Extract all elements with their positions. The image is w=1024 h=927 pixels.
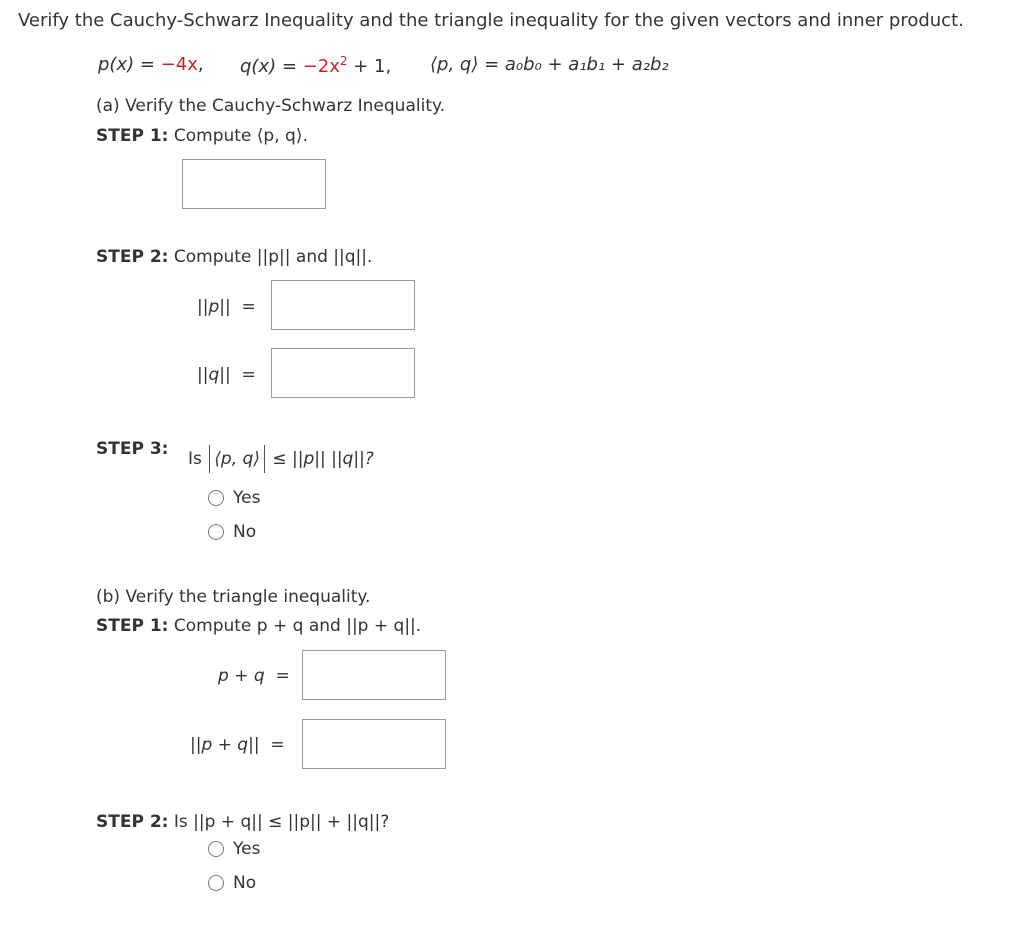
option-label: Yes bbox=[233, 488, 261, 508]
equals: = bbox=[270, 735, 285, 755]
cs-option-yes[interactable] bbox=[208, 488, 260, 508]
step-label: STEP 1: bbox=[96, 616, 169, 636]
inner-product-lhs: ⟨p, q⟩ bbox=[430, 54, 479, 75]
part-a-step3-label: STEP 3: bbox=[96, 439, 169, 459]
radio-button-icon[interactable] bbox=[208, 524, 224, 540]
p-definition-lhs: p(x) = bbox=[98, 54, 161, 75]
p-definition-rhs: −4x bbox=[160, 54, 198, 75]
norm-q-answer-input[interactable] bbox=[271, 348, 415, 398]
step-text: Compute ⟨p, q⟩. bbox=[173, 126, 308, 146]
option-label: No bbox=[233, 873, 257, 893]
norm-q-label bbox=[197, 365, 256, 385]
sum-label bbox=[218, 666, 290, 686]
triangle-option-yes[interactable] bbox=[208, 839, 260, 859]
cs-rhs: ≤ ||p|| ||q||? bbox=[272, 449, 374, 469]
step-text: Compute ||p|| and ||q||. bbox=[173, 247, 373, 267]
inner-product-rhs: a₀b₀ + a₁b₁ + a₂b₂ bbox=[504, 54, 669, 75]
part-a-heading: (a) Verify the Cauchy-Schwarz Inequality. bbox=[96, 96, 446, 116]
norm-p: ||p|| bbox=[197, 297, 231, 317]
radio-button-icon[interactable] bbox=[208, 875, 224, 891]
part-b-heading: (b) Verify the triangle inequality. bbox=[96, 587, 371, 607]
step-label: STEP 2: bbox=[96, 247, 169, 267]
norm-sum-answer-input[interactable] bbox=[302, 719, 446, 769]
part-b-step2 bbox=[96, 812, 389, 832]
norm-sum: ||p + q|| bbox=[190, 735, 260, 755]
is-text: Is bbox=[188, 449, 202, 469]
inner-product-definition bbox=[430, 54, 669, 75]
equals: = bbox=[241, 365, 256, 385]
q-definition bbox=[240, 54, 391, 77]
q-definition-exponent: 2 bbox=[339, 54, 348, 68]
cauchy-schwarz-question bbox=[188, 445, 374, 473]
step-text: Compute p + q and ||p + q||. bbox=[173, 616, 422, 636]
separator: , bbox=[197, 54, 204, 75]
inner-product-answer-input[interactable] bbox=[182, 159, 326, 209]
q-definition-lhs: q(x) = bbox=[240, 56, 303, 77]
p-definition bbox=[98, 54, 204, 75]
option-label: No bbox=[233, 522, 257, 542]
part-a-step1 bbox=[96, 126, 308, 146]
equals: = bbox=[275, 666, 290, 686]
cs-option-no[interactable] bbox=[208, 522, 256, 542]
abs-inner-product: ⟨p, q⟩ bbox=[209, 445, 265, 473]
part-b-step1 bbox=[96, 616, 421, 636]
problem-prompt: Verify the Cauchy-Schwarz Inequality and the triangle inequality for the given vectors and inner product. bbox=[18, 10, 964, 31]
step-label: STEP 1: bbox=[96, 126, 169, 146]
sum-answer-input[interactable] bbox=[302, 650, 446, 700]
radio-button-icon[interactable] bbox=[208, 841, 224, 857]
equals: = bbox=[241, 297, 256, 317]
option-label: Yes bbox=[233, 839, 261, 859]
inner-product-eq: = bbox=[478, 54, 505, 75]
step-text: Is ||p + q|| ≤ ||p|| + ||q||? bbox=[173, 812, 390, 832]
part-a-step2 bbox=[96, 247, 372, 267]
q-definition-rhs: −2x bbox=[302, 56, 340, 77]
q-definition-tail: + 1, bbox=[347, 56, 392, 77]
sum: p + q bbox=[218, 666, 265, 686]
norm-p-label bbox=[197, 297, 256, 317]
step-label: STEP 2: bbox=[96, 812, 169, 832]
norm-p-answer-input[interactable] bbox=[271, 280, 415, 330]
radio-button-icon[interactable] bbox=[208, 490, 224, 506]
triangle-option-no[interactable] bbox=[208, 873, 256, 893]
norm-sum-label bbox=[190, 735, 285, 755]
norm-q: ||q|| bbox=[197, 365, 231, 385]
